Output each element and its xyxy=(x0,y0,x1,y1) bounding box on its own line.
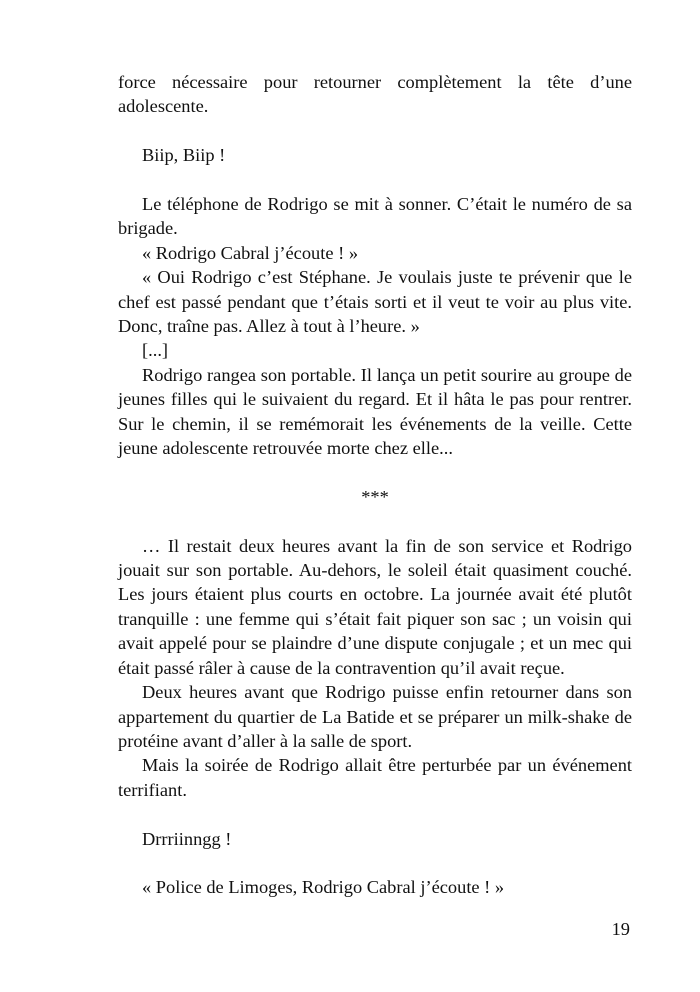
paragraph-continuation: force nécessaire pour retourner complètement la tête d’une adolescente. xyxy=(118,72,632,117)
blank-line xyxy=(118,851,632,875)
blank-line xyxy=(118,168,632,192)
paragraph: … Il restait deux heures avant la fin de son service et Rodrigo jouait sur son portable. Au-dehors, le soleil était quasiment couché. Les jours étaient plus courts en octobre. La journée avait été plutôt tranquille : une femme qui s’était fait piquer son sac ; un voisin qui avait appelé pour se plaindre d’une dispute conjugale ; et un mec qui était passé râler à cause de la contravention qu’il avait reçue. xyxy=(118,535,632,678)
paragraph: Deux heures avant que Rodrigo puisse enfin retourner dans son appartement du quartier de La Batide et se préparer un milk-shake de protéine avant d’aller à la salle de sport. xyxy=(118,682,632,751)
ellipsis-line: [...] xyxy=(142,340,169,361)
section-separator: *** xyxy=(361,486,389,507)
dialogue-line: « Oui Rodrigo c’est Stéphane. Je voulais juste te prévenir que le chef est passé pendant que t’étais sorti et il veut te voir au plus vite. Donc, traîne pas. Allez à tout à l’heure. » xyxy=(118,267,632,337)
blank-line xyxy=(118,119,632,143)
page-body xyxy=(118,70,632,900)
dialogue-line: « Police de Limoges, Rodrigo Cabral j’écoute ! » xyxy=(142,877,505,898)
blank-line xyxy=(118,460,632,484)
paragraph-sound-effect: Biip, Biip ! xyxy=(142,145,226,166)
paragraph: Mais la soirée de Rodrigo allait être perturbée par un événement terrifiant. xyxy=(118,755,632,800)
paragraph: Le téléphone de Rodrigo se mit à sonner. C’était le numéro de sa brigade. xyxy=(118,194,632,239)
paragraph: Rodrigo rangea son portable. Il lança un petit sourire au groupe de jeunes filles qui le suivaient du regard. Et il hâta le pas pour rentrer. Sur le chemin, il se remémorait les événements de la veille. Cette jeune adolescente retrouvée morte chez elle... xyxy=(118,364,632,459)
blank-line xyxy=(118,802,632,826)
blank-line xyxy=(118,509,632,533)
paragraph-sound-effect: Drrriinngg ! xyxy=(142,828,232,849)
page-number: 19 xyxy=(611,919,630,939)
dialogue-line: « Rodrigo Cabral j’écoute ! » xyxy=(142,242,359,263)
